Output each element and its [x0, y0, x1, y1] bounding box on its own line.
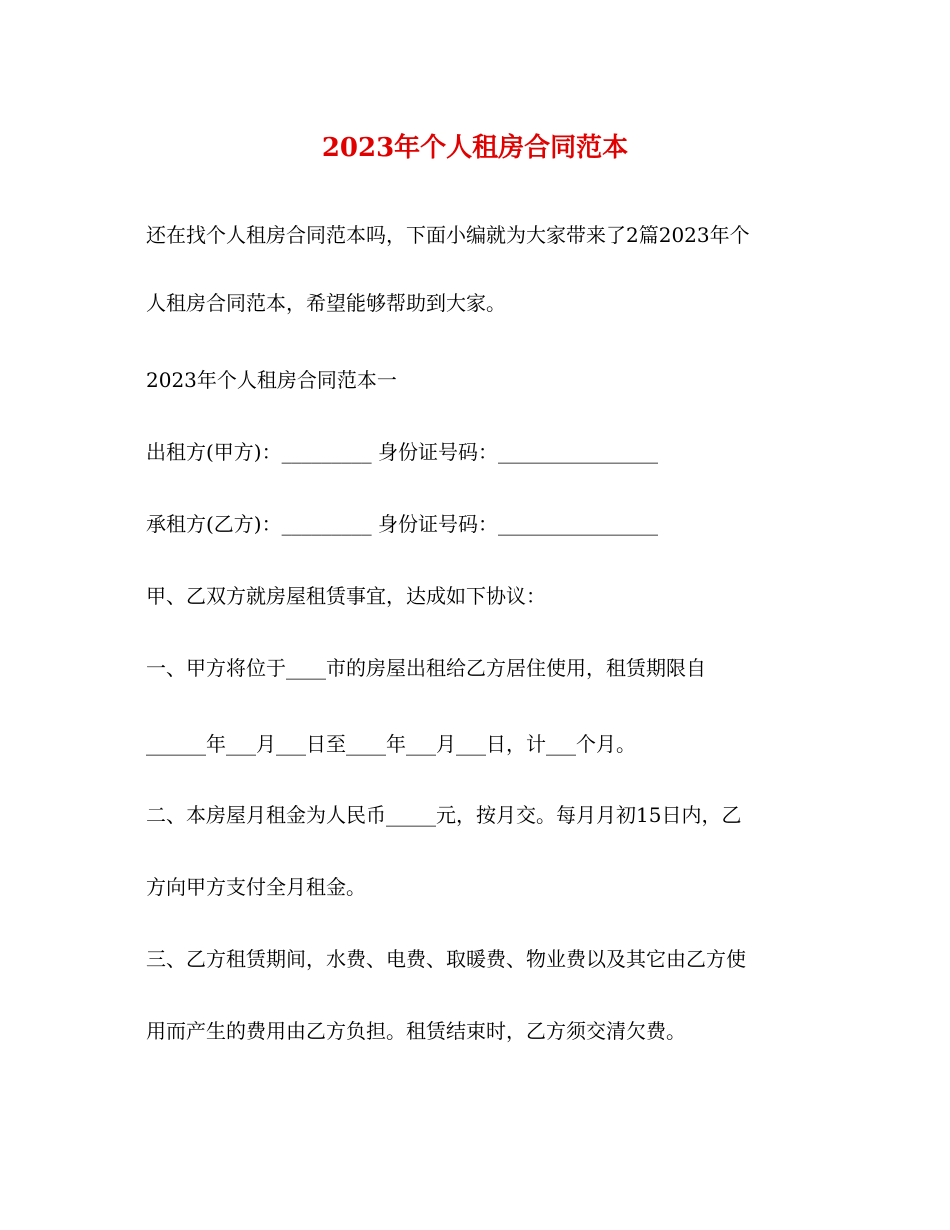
document-title: 2023年个人租房合同范本 [321, 133, 629, 163]
lessee-line: 承租方(乙方)：_________ 身份证号码：________________ [146, 512, 658, 536]
lessor-line: 出租方(甲方)：_________ 身份证号码：________________ [146, 440, 658, 464]
clause-3-line: 三、乙方租赁期间，水费、电费、取暖费、物业费以及其它由乙方使 [146, 947, 746, 971]
paragraph-line: 还在找个人租房合同范本吗，下面小编就为大家带来了2篇2023年个 [146, 223, 750, 247]
clause-1-line: ______年___月___日至____年___月___日，计___个月。 [146, 732, 636, 756]
clause-2-line: 方向甲方支付全月租金。 [146, 875, 366, 899]
paragraph-line: 人租房合同范本，希望能够帮助到大家。 [146, 291, 506, 315]
clause-3-line: 用而产生的费用由乙方负担。租赁结束时，乙方须交清欠费。 [146, 1019, 686, 1043]
paragraph-line: 甲、乙双方就房屋租赁事宜，达成如下协议： [146, 584, 546, 608]
section-heading: 2023年个人租房合同范本一 [146, 368, 397, 392]
clause-2-line: 二、本房屋月租金为人民币_____元，按月交。每月月初15日内，乙 [146, 803, 742, 827]
clause-1-line: 一、甲方将位于____市的房屋出租给乙方居住使用，租赁期限自 [146, 656, 706, 680]
